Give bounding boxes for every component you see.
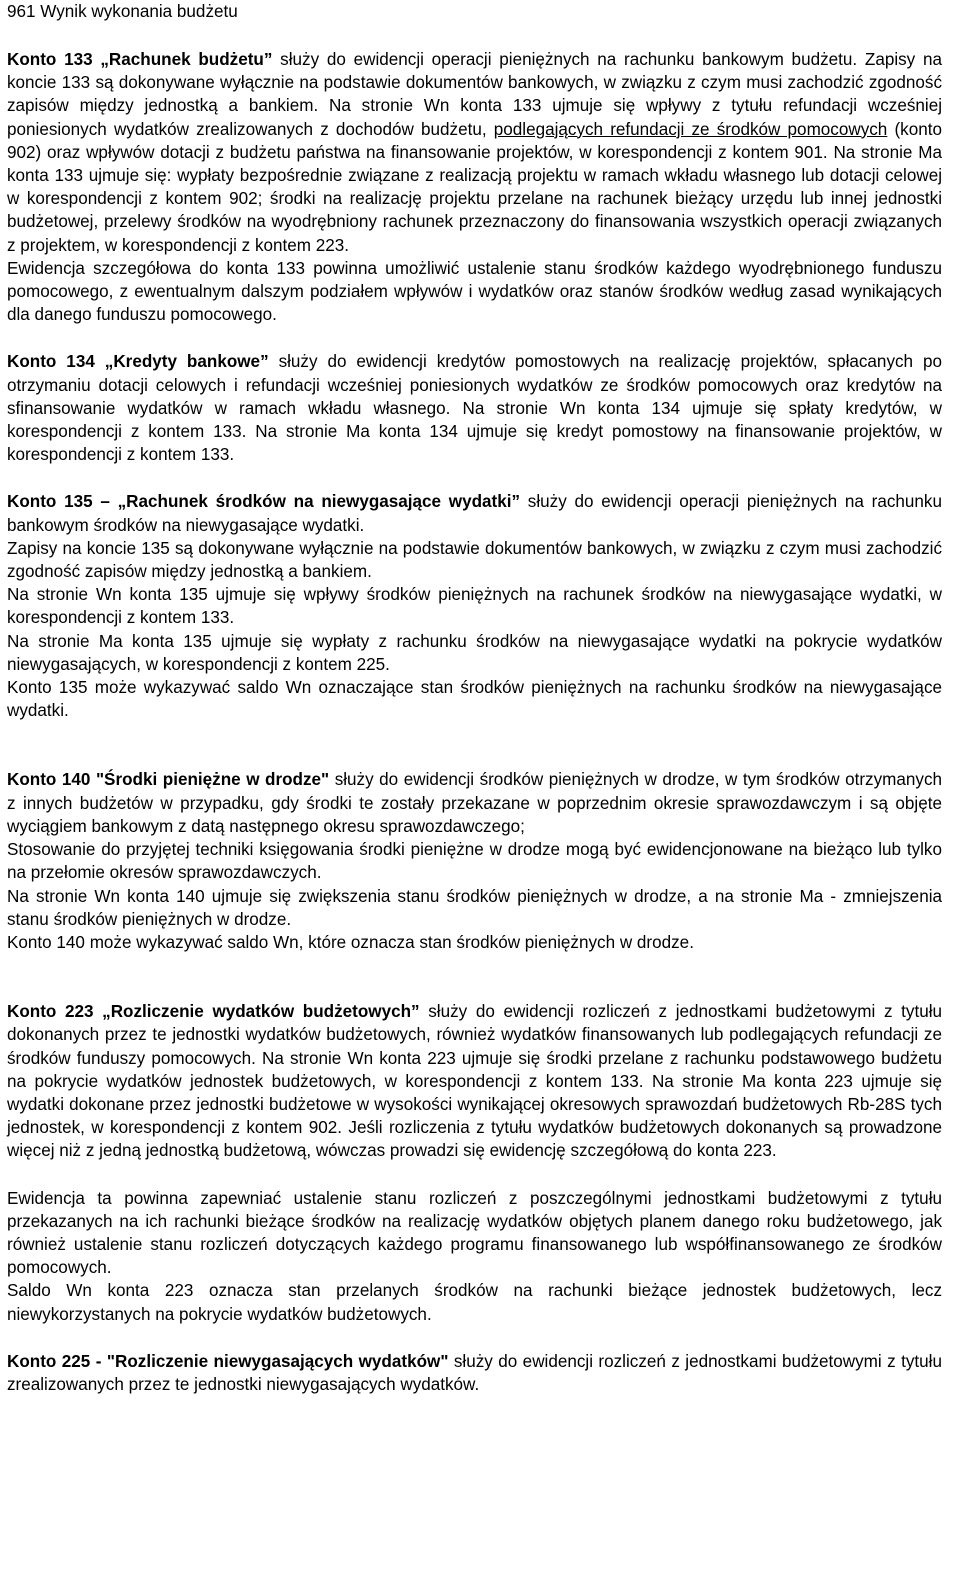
section-konto-140 bbox=[7, 768, 942, 954]
konto-225-title: Konto 225 - "Rozliczenie niewygasających wydatków" bbox=[7, 1351, 449, 1371]
konto-134-text: służy do ewidencji kredytów pomostowych na realizację projektów, spłacanych po otrzymaniu dotacji celowych i refundacji wcześniej poniesionych wydatków ze środków pomocowych oraz kredytów na sfinansowanie wydatków w ramach wkładu własnego. Na stronie Wn konta 134 ujmuje się spłaty kredytów, w korespondencji z kontem 133. Na stronie Ma konta 134 ujmuje się kredyt pomostowy na finansowanie projektów, w korespondencji z kontem 133. bbox=[7, 352, 943, 465]
konto-133-text-a: służy do ewidencji operacji pieniężnych na rachunku bankowym budżetu. Zapisy na koncie 133 są dokonywane wyłącznie na podstawie dokumentów bankowych, w związku z czym musi zachodzić zgodność zapisów między jednostką a bankiem. Na stronie Wn konta 133 ujmuje się wpływy z tytułu refundacji wcześniej poniesionych wydatków zrealizowanych z dochodów budżetu, bbox=[7, 50, 942, 139]
section-konto-225 bbox=[7, 1350, 942, 1396]
konto-133-underlined-text: podlegających refundacji ze środków pomocowych bbox=[493, 119, 888, 139]
konto-135-text-1: służy do ewidencji operacji pieniężnych na rachunku bankowym środków na niewygasające wydatki. bbox=[7, 492, 942, 535]
konto-135-paragraph-1 bbox=[7, 490, 942, 536]
konto-223-title: Konto 223 „Rozliczenie wydatków budżetowych” bbox=[7, 1002, 420, 1022]
spacer bbox=[7, 24, 942, 48]
page-title: 961 Wynik wykonania budżetu bbox=[7, 2, 238, 21]
konto-223-paragraph-2: Ewidencja ta powinna zapewniać ustalenie stanu rozliczeń z poszczególnymi jednostkami budżetowymi z tytułu przekazanych na ich rachunki bieżące środków na realizację wydatków objętych planem danego roku budżetowego, jak również ustalenie stanu rozliczeń dotyczących każdego programu finansowanego lub współfinansowanego ze środków pomocowych. bbox=[7, 1188, 942, 1278]
konto-140-paragraph-2: Stosowanie do przyjętej techniki księgowania środki pieniężne w drodze mogą być ewidencjonowane na bieżąco lub tylko na przełomie okresów sprawozdawczych. bbox=[7, 840, 942, 883]
spacer bbox=[7, 326, 942, 350]
document-page bbox=[7, 0, 942, 1396]
konto-133-text-b: (konto 902) oraz wpływów dotacji z budżetu państwa na finansowanie projektów, w korespondencji z kontem 901. Na stronie Ma konta 133 ujmuje się: wypłaty bezpośrednie związane z realizacją projektu w ramach wkładu własnego lub dotacji celowej w korespondencji z kontem 902; środki na realizację projektu przelane na rachunek bieżący urzędu lub innej jednostki budżetowej, przelewy środków na wyodrębniony rachunek przeznaczony do finansowania wszystkich operacji związanych z projektem, w korespondencji z kontem 223. bbox=[7, 119, 942, 255]
konto-225-text-1: służy do ewidencji rozliczeń z jednostkami budżetowymi z tytułu zrealizowanych przez te jednostki niewygasających wydatków. bbox=[7, 1351, 942, 1394]
konto-140-paragraph-4: Konto 140 może wykazywać saldo Wn, które oznacza stan środków pieniężnych w drodze. bbox=[7, 932, 694, 952]
konto-135-paragraph-4: Na stronie Ma konta 135 ujmuje się wypłaty z rachunku środków na niewygasające wydatki na pokrycie wydatków niewygasających, w korespondencji z kontem 225. bbox=[7, 631, 942, 674]
konto-135-paragraph-2: Zapisy na koncie 135 są dokonywane wyłącznie na podstawie dokumentów bankowych, w związku z czym musi zachodzić zgodność zapisów między jednostką a bankiem. bbox=[7, 538, 942, 582]
konto-223-paragraph-1 bbox=[7, 1000, 942, 1162]
spacer bbox=[7, 722, 942, 768]
konto-133-paragraph-2: Ewidencja szczegółowa do konta 133 powinna umożliwić ustalenie stanu środków każdego wyodrębnionego funduszu pomocowego, z ewentualnym dalszym podziałem wpływów i wydatków oraz stanów środków według zasad wynikających dla danego funduszu pomocowego. bbox=[7, 258, 942, 325]
konto-140-title: Konto 140 "Środki pieniężne w drodze" bbox=[7, 770, 330, 790]
konto-140-text-1: służy do ewidencji środków pieniężnych w drodze, w tym środków otrzymanych z innych budżetów w przypadku, gdy środki te zostały przekazane w poprzednim okresie sprawozdawczym i są objęte wyciągiem bankowym z datą następnego okresu sprawozdawczego; bbox=[7, 770, 943, 836]
konto-134-title: Konto 134 „Kredyty bankowe” bbox=[7, 352, 269, 372]
konto-223-text-1: służy do ewidencji rozliczeń z jednostkami budżetowymi z tytułu dokonanych przez te jednostki wydatków budżetowych, również wydatków finansowanych lub podlegających refundacji ze środków funduszy pomocowych. Na stronie Wn konta 223 ujmuje się środki przelane z rachunku podstawowego budżetu na pokrycie wydatków jednostek budżetowych, w korespondencji z kontem 133. Na stronie Ma konta 223 ujmuje się wydatki dokonane przez jednostki budżetowe w wysokości wynikającej okresowych sprawozdań budżetowych Rb-28S tych jednostek, w korespondencji z kontem 902. Jeśli rozliczenia z tytułu wydatków budżetowych dokonanych są prowadzone więcej niż z jedną jednostką budżetową, wówczas prowadzi się ewidencję szczegółową do konta 223. bbox=[7, 1002, 943, 1161]
konto-133-title: Konto 133 „Rachunek budżetu” bbox=[7, 50, 273, 69]
section-konto-223 bbox=[7, 1000, 942, 1326]
spacer bbox=[7, 1326, 942, 1350]
section-konto-135 bbox=[7, 490, 942, 722]
spacer bbox=[7, 466, 942, 490]
konto-134-paragraph bbox=[7, 350, 942, 466]
konto-225-paragraph-1 bbox=[7, 1350, 942, 1396]
konto-135-paragraph-5: Konto 135 może wykazywać saldo Wn oznaczające stan środków pieniężnych na rachunku środków na niewygasające wydatki. bbox=[7, 678, 942, 721]
spacer bbox=[7, 1163, 942, 1187]
konto-135-title: Konto 135 – „Rachunek środków na niewygasające wydatki” bbox=[7, 492, 521, 512]
konto-140-paragraph-1 bbox=[7, 768, 942, 838]
konto-223-paragraph-3: Saldo Wn konta 223 oznacza stan przelanych środków na rachunki bieżące jednostek budżetowych, lecz niewykorzystanych na pokrycie wydatków budżetowych. bbox=[7, 1281, 942, 1324]
konto-140-paragraph-3: Na stronie Wn konta 140 ujmuje się zwiększenia stanu środków pieniężnych w drodze, a na stronie Ma - zmniejszenia stanu środków pieniężnych w drodze. bbox=[7, 886, 942, 929]
section-konto-133 bbox=[7, 48, 942, 326]
konto-133-paragraph-1 bbox=[7, 48, 942, 257]
section-konto-134 bbox=[7, 350, 942, 466]
spacer bbox=[7, 954, 942, 1000]
konto-135-paragraph-3: Na stronie Wn konta 135 ujmuje się wpływy środków pieniężnych na rachunek środków na niewygasające wydatki, w korespondencji z kontem 133. bbox=[7, 585, 942, 628]
